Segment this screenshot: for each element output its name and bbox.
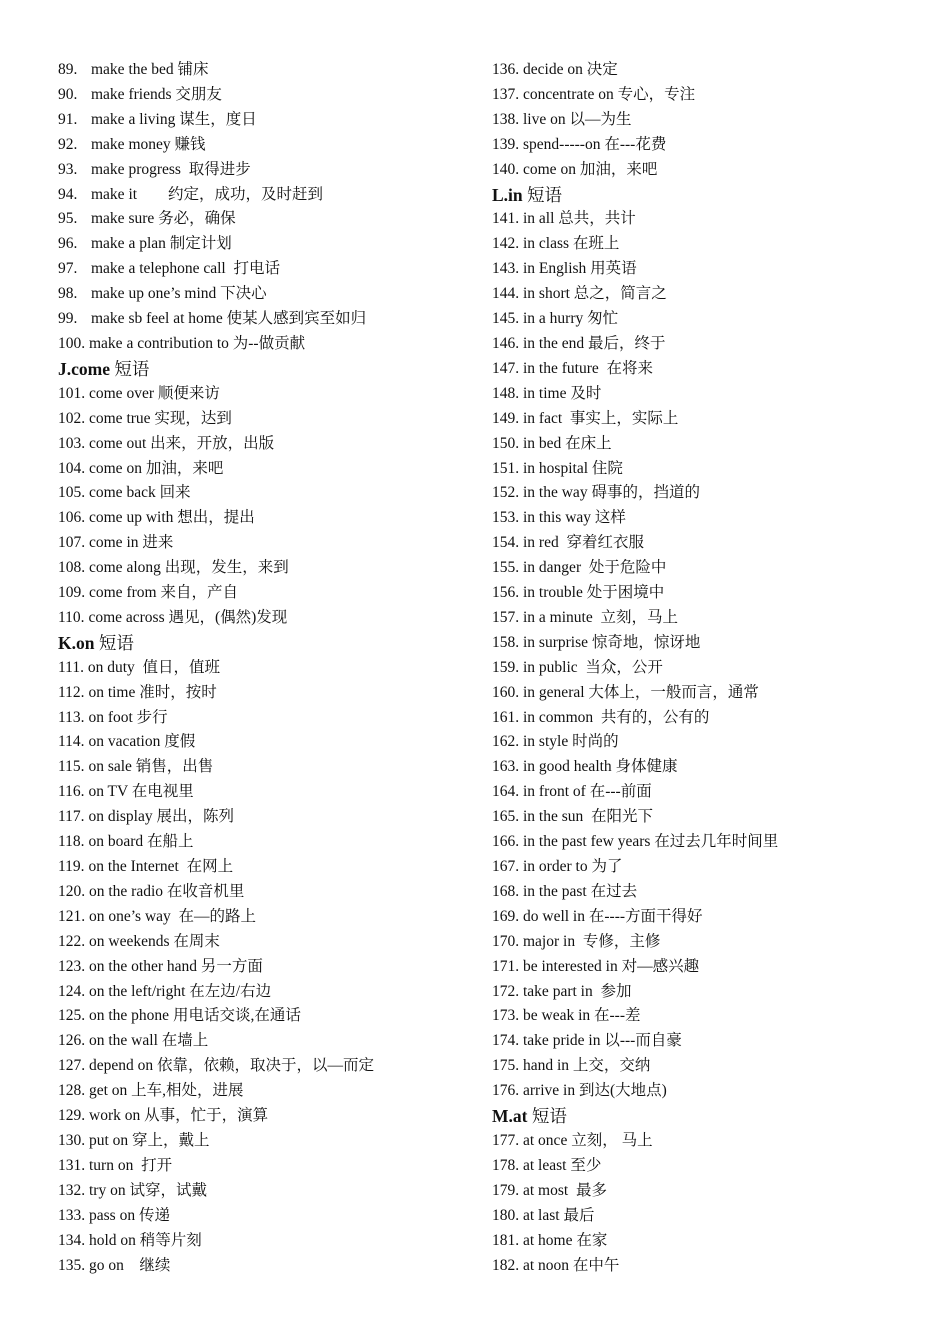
entry-text: at home 在家 [523,1231,608,1249]
phrase-entry [492,1054,932,1079]
entry-number: 166. [492,833,520,851]
phrase-entry [492,58,932,83]
entry-text: in English 用英语 [523,260,637,278]
entry-number: 177. [492,1131,520,1149]
entry-text: make money 赚钱 [91,135,206,153]
phrase-entry [492,706,932,731]
entry-text: come up with 想出，提出 [89,509,255,527]
entry-text: do well in 在----方面干得好 [523,907,703,925]
phrase-entry [58,1229,478,1254]
entry-number: 180. [492,1206,520,1224]
entry-text: live on 以—为生 [523,110,632,128]
entry-text: in the past few years 在过去几年时间里 [523,833,779,851]
entry-number: 109. [58,584,86,602]
entry-number: 174. [492,1032,520,1050]
section-title-suffix: 短语 [110,358,150,379]
phrase-entry [492,880,932,905]
entry-number: 96. [58,235,78,253]
phrase-entry [58,58,478,83]
entry-text: at last 最后 [523,1206,595,1224]
phrase-entry [492,755,932,780]
phrase-entry [58,1079,478,1104]
section-letter-label: J.come [58,358,110,379]
entry-number: 161. [492,708,520,726]
entry-number: 158. [492,633,520,651]
section-heading [58,357,478,382]
entry-number: 102. [58,409,86,427]
entry-text: in common 共有的，公有的 [523,708,710,726]
entry-text: be weak in 在---差 [523,1007,641,1025]
entry-text: in style 时尚的 [523,733,619,751]
entry-text: come on 加油，来吧 [89,459,224,477]
entry-text: in the future 在将来 [523,359,654,377]
entry-text: on the wall 在墙上 [89,1032,209,1050]
phrase-entry [58,382,478,407]
entry-text: come back 回来 [89,484,191,502]
phrase-entry [58,1179,478,1204]
entry-text: come true 实现，达到 [89,409,232,427]
phrase-entry [492,133,932,158]
entry-text: hold on 稍等片刻 [89,1231,202,1249]
entry-number: 136. [492,61,520,78]
entry-text: make sure 务必，确保 [91,210,236,228]
entry-text: on the Internet 在网上 [88,858,234,875]
entry-number: 121. [58,907,86,925]
entry-number: 148. [492,384,520,402]
entry-text: come from 来自，产自 [89,584,238,602]
entry-text: in class 在班上 [523,235,620,253]
entry-number: 101. [58,384,86,402]
entry-text: depend on 依靠，依赖，取决于，以—而定 [89,1057,375,1075]
entry-number: 116. [58,783,85,801]
entry-number: 119. [58,858,85,875]
phrase-entry [492,1179,932,1204]
entry-number: 98. [58,285,78,303]
entry-number: 134. [58,1231,86,1249]
phrase-entry [58,880,478,905]
section-title-suffix: 短语 [94,632,134,653]
entry-number: 126. [58,1032,86,1050]
entry-number: 92. [58,135,78,153]
entry-text: in trouble 处于困境中 [523,584,665,602]
entry-text: on one’s way 在—的路上 [89,907,257,925]
entry-text: in time 及时 [523,384,602,402]
entry-number: 156. [492,584,520,602]
entry-number: 108. [58,559,86,577]
phrase-entry [492,631,932,656]
phrase-entry [58,855,478,880]
entry-number: 139. [492,135,520,153]
left-column [58,58,478,1278]
phrase-entry [492,332,932,357]
entry-text: in hospital 住院 [523,459,623,477]
phrase-entry [492,457,932,482]
phrase-entry [492,855,932,880]
phrase-entry [492,1004,932,1029]
entry-number: 100. [58,334,86,352]
entry-number: 145. [492,310,520,328]
entry-text: in the way 碍事的，挡道的 [523,484,700,502]
entry-text: at most 最多 [523,1181,607,1199]
entry-number: 89. [58,61,78,78]
phrase-entry [58,955,478,980]
entry-text: come on 加油，来吧 [523,160,658,178]
section-heading [492,1104,932,1129]
entry-text: on sale 销售，出售 [88,758,214,776]
entry-text: in the past 在过去 [523,882,638,900]
entry-number: 142. [492,235,520,253]
entry-number: 112. [58,683,85,701]
entry-number: 125. [58,1007,86,1025]
entry-text: arrive in 到达(大地点) [523,1082,667,1100]
phrase-entry [492,257,932,282]
entry-number: 123. [58,957,86,975]
entry-number: 106. [58,509,86,527]
phrase-entry [492,1154,932,1179]
entry-text: make a telephone call 打电话 [91,260,280,278]
phrase-entry [58,656,478,681]
phrase-entry [58,581,478,606]
entry-text: on the phone 用电话交谈,在通话 [89,1007,301,1025]
phrase-entry [58,1054,478,1079]
entry-number: 155. [492,559,520,577]
entry-text: in a minute 立刻，马上 [523,608,678,626]
entry-number: 159. [492,658,520,676]
entry-text: in fact 事实上，实际上 [523,409,679,427]
section-heading [492,183,932,208]
entry-number: 150. [492,434,520,452]
phrase-entry [492,681,932,706]
entry-number: 129. [58,1107,86,1125]
entry-number: 143. [492,260,520,278]
entry-text: on the other hand 另一方面 [89,957,263,975]
entry-number: 137. [492,85,520,103]
entry-number: 115. [58,758,85,776]
entry-number: 144. [492,285,520,303]
entry-text: come across 遇见，(偶然)发现 [88,608,288,626]
entry-number: 122. [58,932,86,950]
phrase-entry [58,730,478,755]
phrase-entry [492,1129,932,1154]
section-letter-label: K.on [58,632,95,653]
phrase-entry [58,606,478,631]
phrase-entry [492,232,932,257]
entry-number: 95. [58,210,78,228]
entry-text: take pride in 以---而自豪 [523,1032,682,1050]
entry-text: on display 展出，陈列 [88,808,234,826]
phrase-entry [58,332,478,357]
phrase-entry [492,581,932,606]
entry-text: come over 顺便来访 [89,384,220,402]
entry-number: 120. [58,882,86,900]
entry-number: 165. [492,808,520,826]
entry-number: 168. [492,882,520,900]
entry-text: in order to 为了 [523,858,623,875]
entry-number: 97. [58,260,78,278]
phrase-entry [492,357,932,382]
phrase-entry [58,407,478,432]
entry-text: pass on 传递 [89,1206,170,1224]
entry-number: 164. [492,783,520,801]
phrase-entry [58,108,478,133]
entry-number: 111. [58,658,84,676]
entry-number: 181. [492,1231,520,1249]
entry-text: come in 进来 [89,534,174,552]
phrase-entry [492,1229,932,1254]
entry-number: 173. [492,1007,520,1025]
phrase-entry [492,1254,932,1279]
entry-number: 132. [58,1181,86,1199]
phrase-entry [58,432,478,457]
phrase-entry [492,83,932,108]
entry-number: 91. [58,110,78,128]
entry-number: 105. [58,484,86,502]
entry-text: make sb feel at home 使某人感到宾至如归 [91,310,367,328]
right-column [492,58,932,1278]
phrase-entry [58,282,478,307]
entry-number: 113. [58,708,85,726]
entry-text: on time 准时，按时 [88,683,217,701]
entry-text: make a living 谋生，度日 [91,110,257,128]
entry-number: 90. [58,85,78,103]
entry-text: take part in 参加 [523,982,632,1000]
entry-number: 138. [492,110,520,128]
entry-number: 147. [492,359,520,377]
phrase-entry [58,681,478,706]
entry-number: 93. [58,160,78,178]
phrase-entry [492,656,932,681]
phrase-entry [492,780,932,805]
entry-text: in the sun 在阳光下 [523,808,654,826]
phrase-entry [492,1029,932,1054]
phrase-entry [492,980,932,1005]
entry-number: 103. [58,434,86,452]
entry-text: in a hurry 匆忙 [523,310,619,328]
entry-text: on weekends 在周末 [89,932,220,950]
entry-number: 154. [492,534,520,552]
entry-number: 176. [492,1082,520,1100]
phrase-entry [58,980,478,1005]
entry-number: 172. [492,982,520,1000]
entry-text: on board 在船上 [88,833,194,851]
entry-text: on vacation 度假 [88,733,196,751]
entry-text: make a plan 制定计划 [91,235,232,253]
phrase-entry [58,83,478,108]
phrase-entry [58,531,478,556]
phrase-entry [492,506,932,531]
phrase-entry [58,506,478,531]
entry-text: spend-----on 在---花费 [523,135,667,153]
entry-text: in front of 在---前面 [523,783,652,801]
phrase-entry [492,930,932,955]
entry-text: decide on 决定 [523,61,618,78]
entry-number: 160. [492,683,520,701]
entry-number: 133. [58,1206,86,1224]
phrase-entry [492,531,932,556]
phrase-entry [492,805,932,830]
phrase-entry [58,905,478,930]
section-letter-label: L.in [492,184,523,205]
entry-number: 170. [492,932,520,950]
phrase-entry [58,183,478,208]
entry-text: in the end 最后，终于 [523,334,666,352]
phrase-entry [58,556,478,581]
phrase-entry [58,257,478,282]
section-letter-label: M.at [492,1106,528,1127]
phrase-entry [492,481,932,506]
entry-text: on TV 在电视里 [88,783,194,801]
phrase-entry [492,1204,932,1229]
phrase-entry [58,1104,478,1129]
entry-text: at once 立刻， 马上 [523,1131,653,1149]
entry-text: in red 穿着红衣服 [523,534,644,552]
entry-number: 107. [58,534,86,552]
entry-text: go on 继续 [89,1256,171,1274]
entry-text: in bed 在床上 [523,434,612,452]
entry-number: 163. [492,758,520,776]
entry-text: make up one’s mind 下决心 [91,285,267,303]
phrase-entry [58,780,478,805]
phrase-entry [58,457,478,482]
entry-number: 171. [492,957,520,975]
phrase-entry [58,481,478,506]
entry-text: be interested in 对—感兴趣 [523,957,700,975]
entry-number: 131. [58,1156,86,1174]
entry-text: put on 穿上，戴上 [89,1131,210,1149]
entry-number: 118. [58,833,85,851]
entry-text: in good health 身体健康 [523,758,678,776]
entry-number: 178. [492,1156,520,1174]
entry-number: 179. [492,1181,520,1199]
section-title-suffix: 短语 [522,184,563,205]
entry-number: 128. [58,1082,86,1100]
entry-number: 130. [58,1131,86,1149]
entry-text: try on 试穿，试戴 [89,1181,207,1199]
phrase-entry [492,207,932,232]
phrase-entry [58,755,478,780]
entry-text: come out 出来，开放，出版 [89,434,275,452]
entry-text: in public 当众，公开 [523,658,663,676]
entry-text: concentrate on 专心，专注 [523,85,696,103]
phrase-entry [58,805,478,830]
entry-text: on the left/right 在左边/右边 [89,982,272,1000]
entry-number: 162. [492,733,520,751]
entry-text: come along 出现，发生，来到 [89,559,289,577]
entry-text: major in 专修，主修 [523,932,661,950]
entry-text: on foot 步行 [88,708,168,726]
entry-number: 141. [492,210,520,228]
phrase-entry [58,1004,478,1029]
phrase-entry [492,606,932,631]
entry-number: 149. [492,409,520,427]
phrase-entry [492,955,932,980]
phrase-entry [492,158,932,183]
entry-number: 151. [492,459,520,477]
entry-number: 167. [492,858,520,875]
entry-text: in this way 这样 [523,509,626,527]
entry-text: in short 总之，简言之 [523,285,667,303]
phrase-entry [492,108,932,133]
entry-number: 169. [492,907,520,925]
entry-text: in general 大体上，一般而言，通常 [523,683,759,701]
phrase-entry [58,307,478,332]
entry-text: make friends 交朋友 [91,85,222,103]
entry-text: make a contribution to 为--做贡献 [89,334,306,352]
phrase-entry [58,232,478,257]
section-heading [58,631,478,656]
phrase-entry [58,1204,478,1229]
entry-text: in all 总共，共计 [523,210,636,228]
entry-text: at least 至少 [523,1156,602,1174]
phrase-entry [58,930,478,955]
phrase-entry [492,830,932,855]
entry-text: make the bed 铺床 [91,61,209,78]
phrase-entry [58,207,478,232]
entry-number: 99. [58,310,78,328]
phrase-entry [492,432,932,457]
phrase-entry [58,1129,478,1154]
phrase-entry [492,730,932,755]
entry-number: 104. [58,459,86,477]
phrase-entry [492,556,932,581]
entry-text: on duty 值日，值班 [87,658,221,676]
entry-number: 140. [492,160,520,178]
entry-text: on the radio 在收音机里 [89,882,245,900]
phrase-entry [58,706,478,731]
phrase-entry [492,1079,932,1104]
entry-number: 135. [58,1256,86,1274]
entry-text: hand in 上交，交纳 [523,1057,651,1075]
phrase-entry [492,905,932,930]
entry-number: 175. [492,1057,520,1075]
entry-text: work on 从事，忙于，演算 [89,1107,269,1125]
entry-number: 94. [58,185,78,203]
phrase-entry [58,830,478,855]
entry-text: get on 上车,相处，进展 [89,1082,244,1100]
entry-number: 127. [58,1057,86,1075]
entry-number: 152. [492,484,520,502]
entry-number: 117. [58,808,85,826]
phrase-entry [492,307,932,332]
phrase-entry [58,158,478,183]
entry-text: in surprise 惊奇地，惊讶地 [523,633,701,651]
entry-number: 114. [58,733,85,751]
phrase-entry [58,133,478,158]
entry-text: make progress 取得进步 [91,160,251,178]
entry-text: turn on 打开 [89,1156,173,1174]
entry-number: 182. [492,1256,520,1274]
entry-text: in danger 处于危险中 [523,559,667,577]
entry-number: 153. [492,509,520,527]
phrase-entry [58,1254,478,1279]
entry-number: 110. [58,608,85,626]
section-title-suffix: 短语 [527,1106,567,1127]
phrase-entry [492,282,932,307]
entry-number: 124. [58,982,86,1000]
phrase-entry [492,382,932,407]
entry-text: make it 约定，成功，及时赶到 [91,185,324,203]
entry-number: 157. [492,608,520,626]
phrase-entry [58,1029,478,1054]
phrase-entry [492,407,932,432]
phrase-entry [58,1154,478,1179]
entry-number: 146. [492,334,520,352]
entry-text: at noon 在中午 [523,1256,620,1274]
